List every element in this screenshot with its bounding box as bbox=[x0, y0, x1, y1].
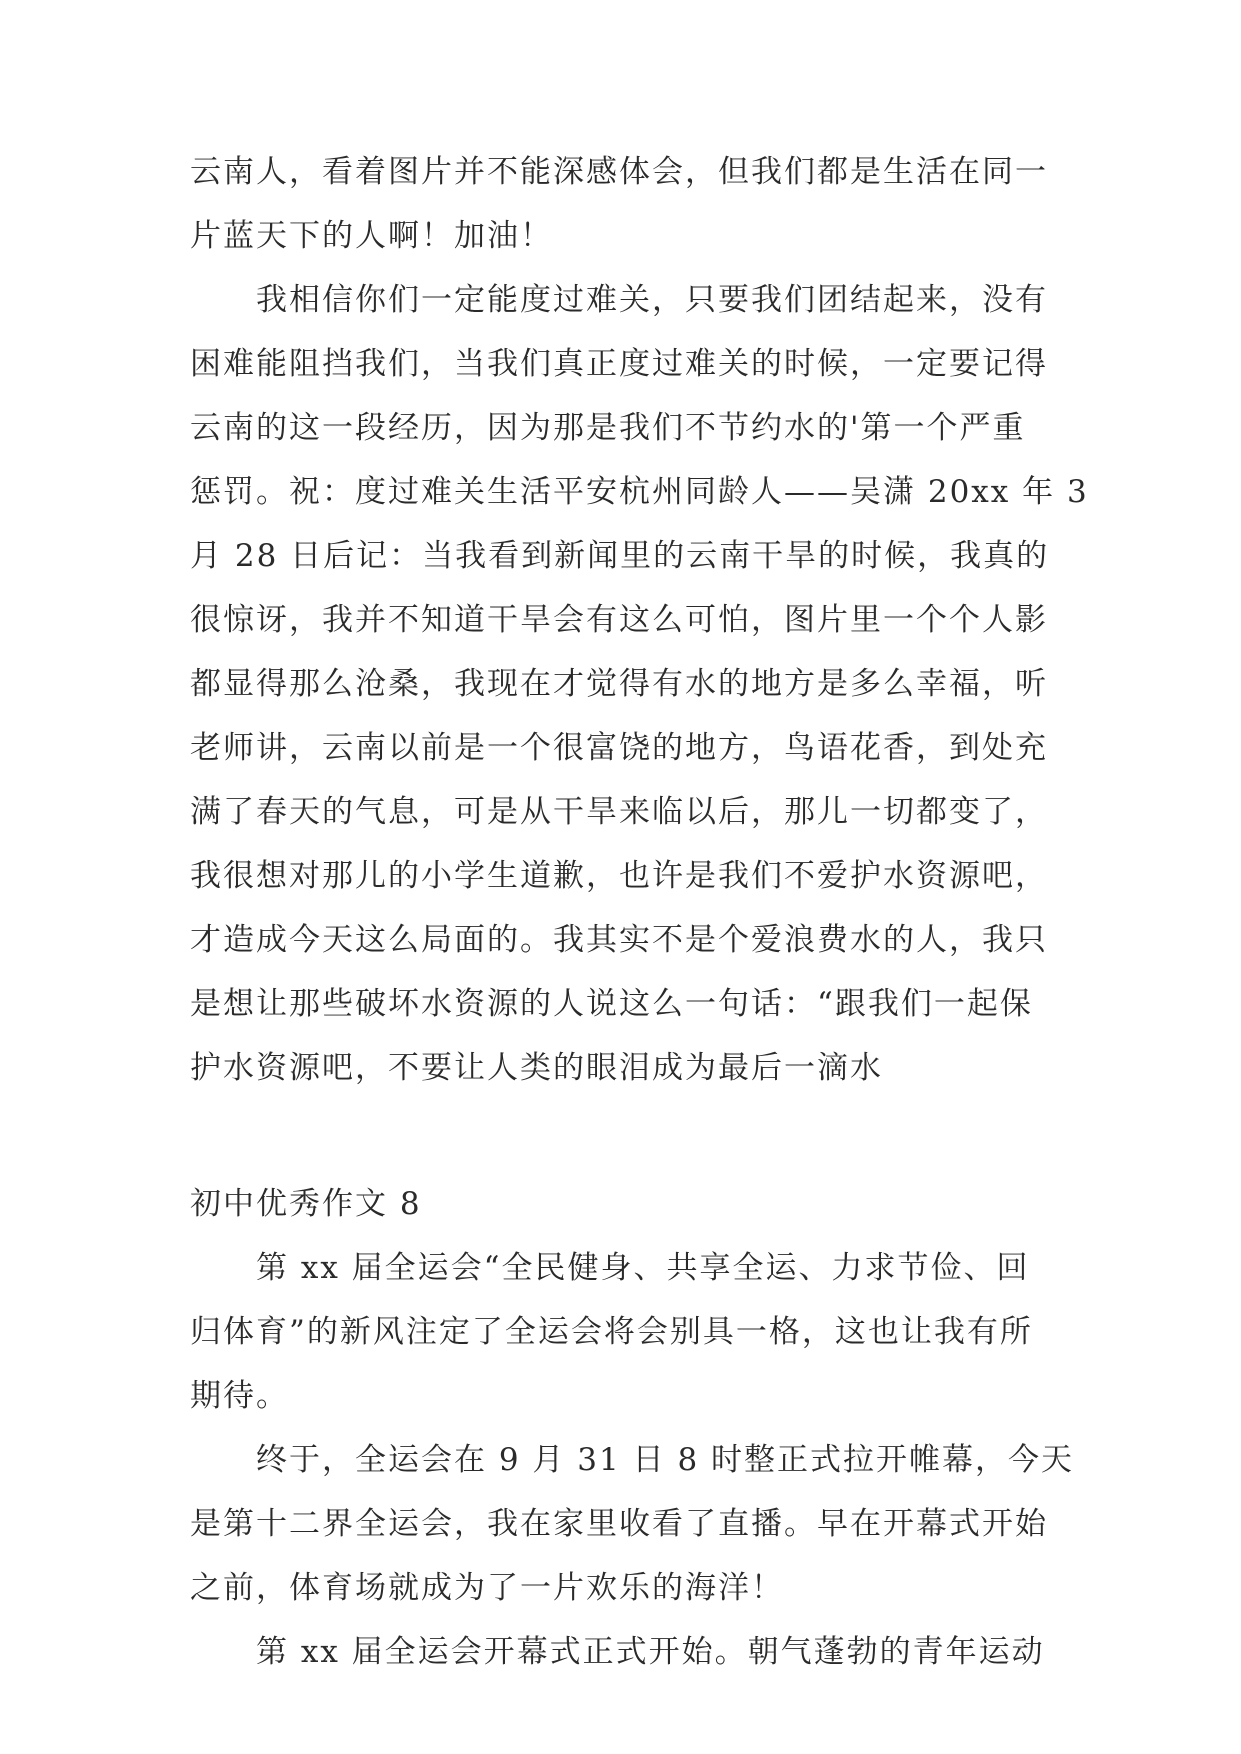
text-line: 片蓝天下的人啊！加油！ bbox=[190, 218, 553, 254]
text-line: 才造成今天这么局面的。我其实不是个爱浪费水的人，我只 bbox=[190, 922, 1048, 958]
text-line: 之前，体育场就成为了一片欢乐的海洋！ bbox=[190, 1570, 784, 1606]
text-line: 云南人，看着图片并不能深感体会，但我们都是生活在同一 bbox=[190, 154, 1048, 190]
text-line: 第 xx 届全运会开幕式正式开始。朝气蓬勃的青年运动 bbox=[256, 1634, 1045, 1670]
text-line: 老师讲，云南以前是一个很富饶的地方，鸟语花香，到处充 bbox=[190, 730, 1048, 766]
text-line: 第 xx 届全运会“全民健身、共享全运、力求节俭、回 bbox=[256, 1250, 1030, 1286]
section-heading-wrapper bbox=[190, 1172, 1060, 1236]
text-line: 惩罚。祝：度过难关生活平安杭州同龄人——吴潇 20xx 年 3 bbox=[190, 474, 1089, 510]
text-line: 困难能阻挡我们，当我们真正度过难关的时候，一定要记得 bbox=[190, 346, 1048, 382]
text-line: 期待。 bbox=[190, 1378, 289, 1414]
text-line: 护水资源吧，不要让人类的眼泪成为最后一滴水 bbox=[190, 1050, 883, 1086]
text-line: 云南的这一段经历，因为那是我们不节约水的'第一个严重 bbox=[190, 410, 1026, 446]
document-body bbox=[190, 140, 1089, 1684]
paragraph-1 bbox=[190, 140, 1060, 268]
paragraph-5 bbox=[190, 1620, 1060, 1684]
paragraph-3 bbox=[190, 1236, 1060, 1428]
text-line: 满了春天的气息，可是从干旱来临以后，那儿一切都变了， bbox=[190, 794, 1048, 830]
text-line: 是第十二界全运会，我在家里收看了直播。早在开幕式开始 bbox=[190, 1506, 1048, 1542]
text-line: 归体育”的新风注定了全运会将会别具一格，这也让我有所 bbox=[190, 1314, 1033, 1350]
text-line: 我很想对那儿的小学生道歉，也许是我们不爱护水资源吧， bbox=[190, 858, 1048, 894]
text-line: 终于，全运会在 9 月 31 日 8 时整正式拉开帷幕，今天 bbox=[256, 1442, 1075, 1478]
section-heading: 初中优秀作文 8 bbox=[190, 1186, 422, 1222]
text-line: 我相信你们一定能度过难关，只要我们团结起来，没有 bbox=[256, 282, 1048, 318]
text-line: 月 28 日后记：当我看到新闻里的云南干旱的时候，我真的 bbox=[190, 538, 1050, 574]
paragraph-4 bbox=[190, 1428, 1075, 1620]
text-line: 是想让那些破坏水资源的人说这么一句话：“跟我们一起保 bbox=[190, 986, 1033, 1022]
paragraph-2 bbox=[190, 268, 1089, 1100]
text-line: 都显得那么沧桑，我现在才觉得有水的地方是多么幸福，听 bbox=[190, 666, 1048, 702]
text-line: 很惊讶，我并不知道干旱会有这么可怕，图片里一个个人影 bbox=[190, 602, 1048, 638]
